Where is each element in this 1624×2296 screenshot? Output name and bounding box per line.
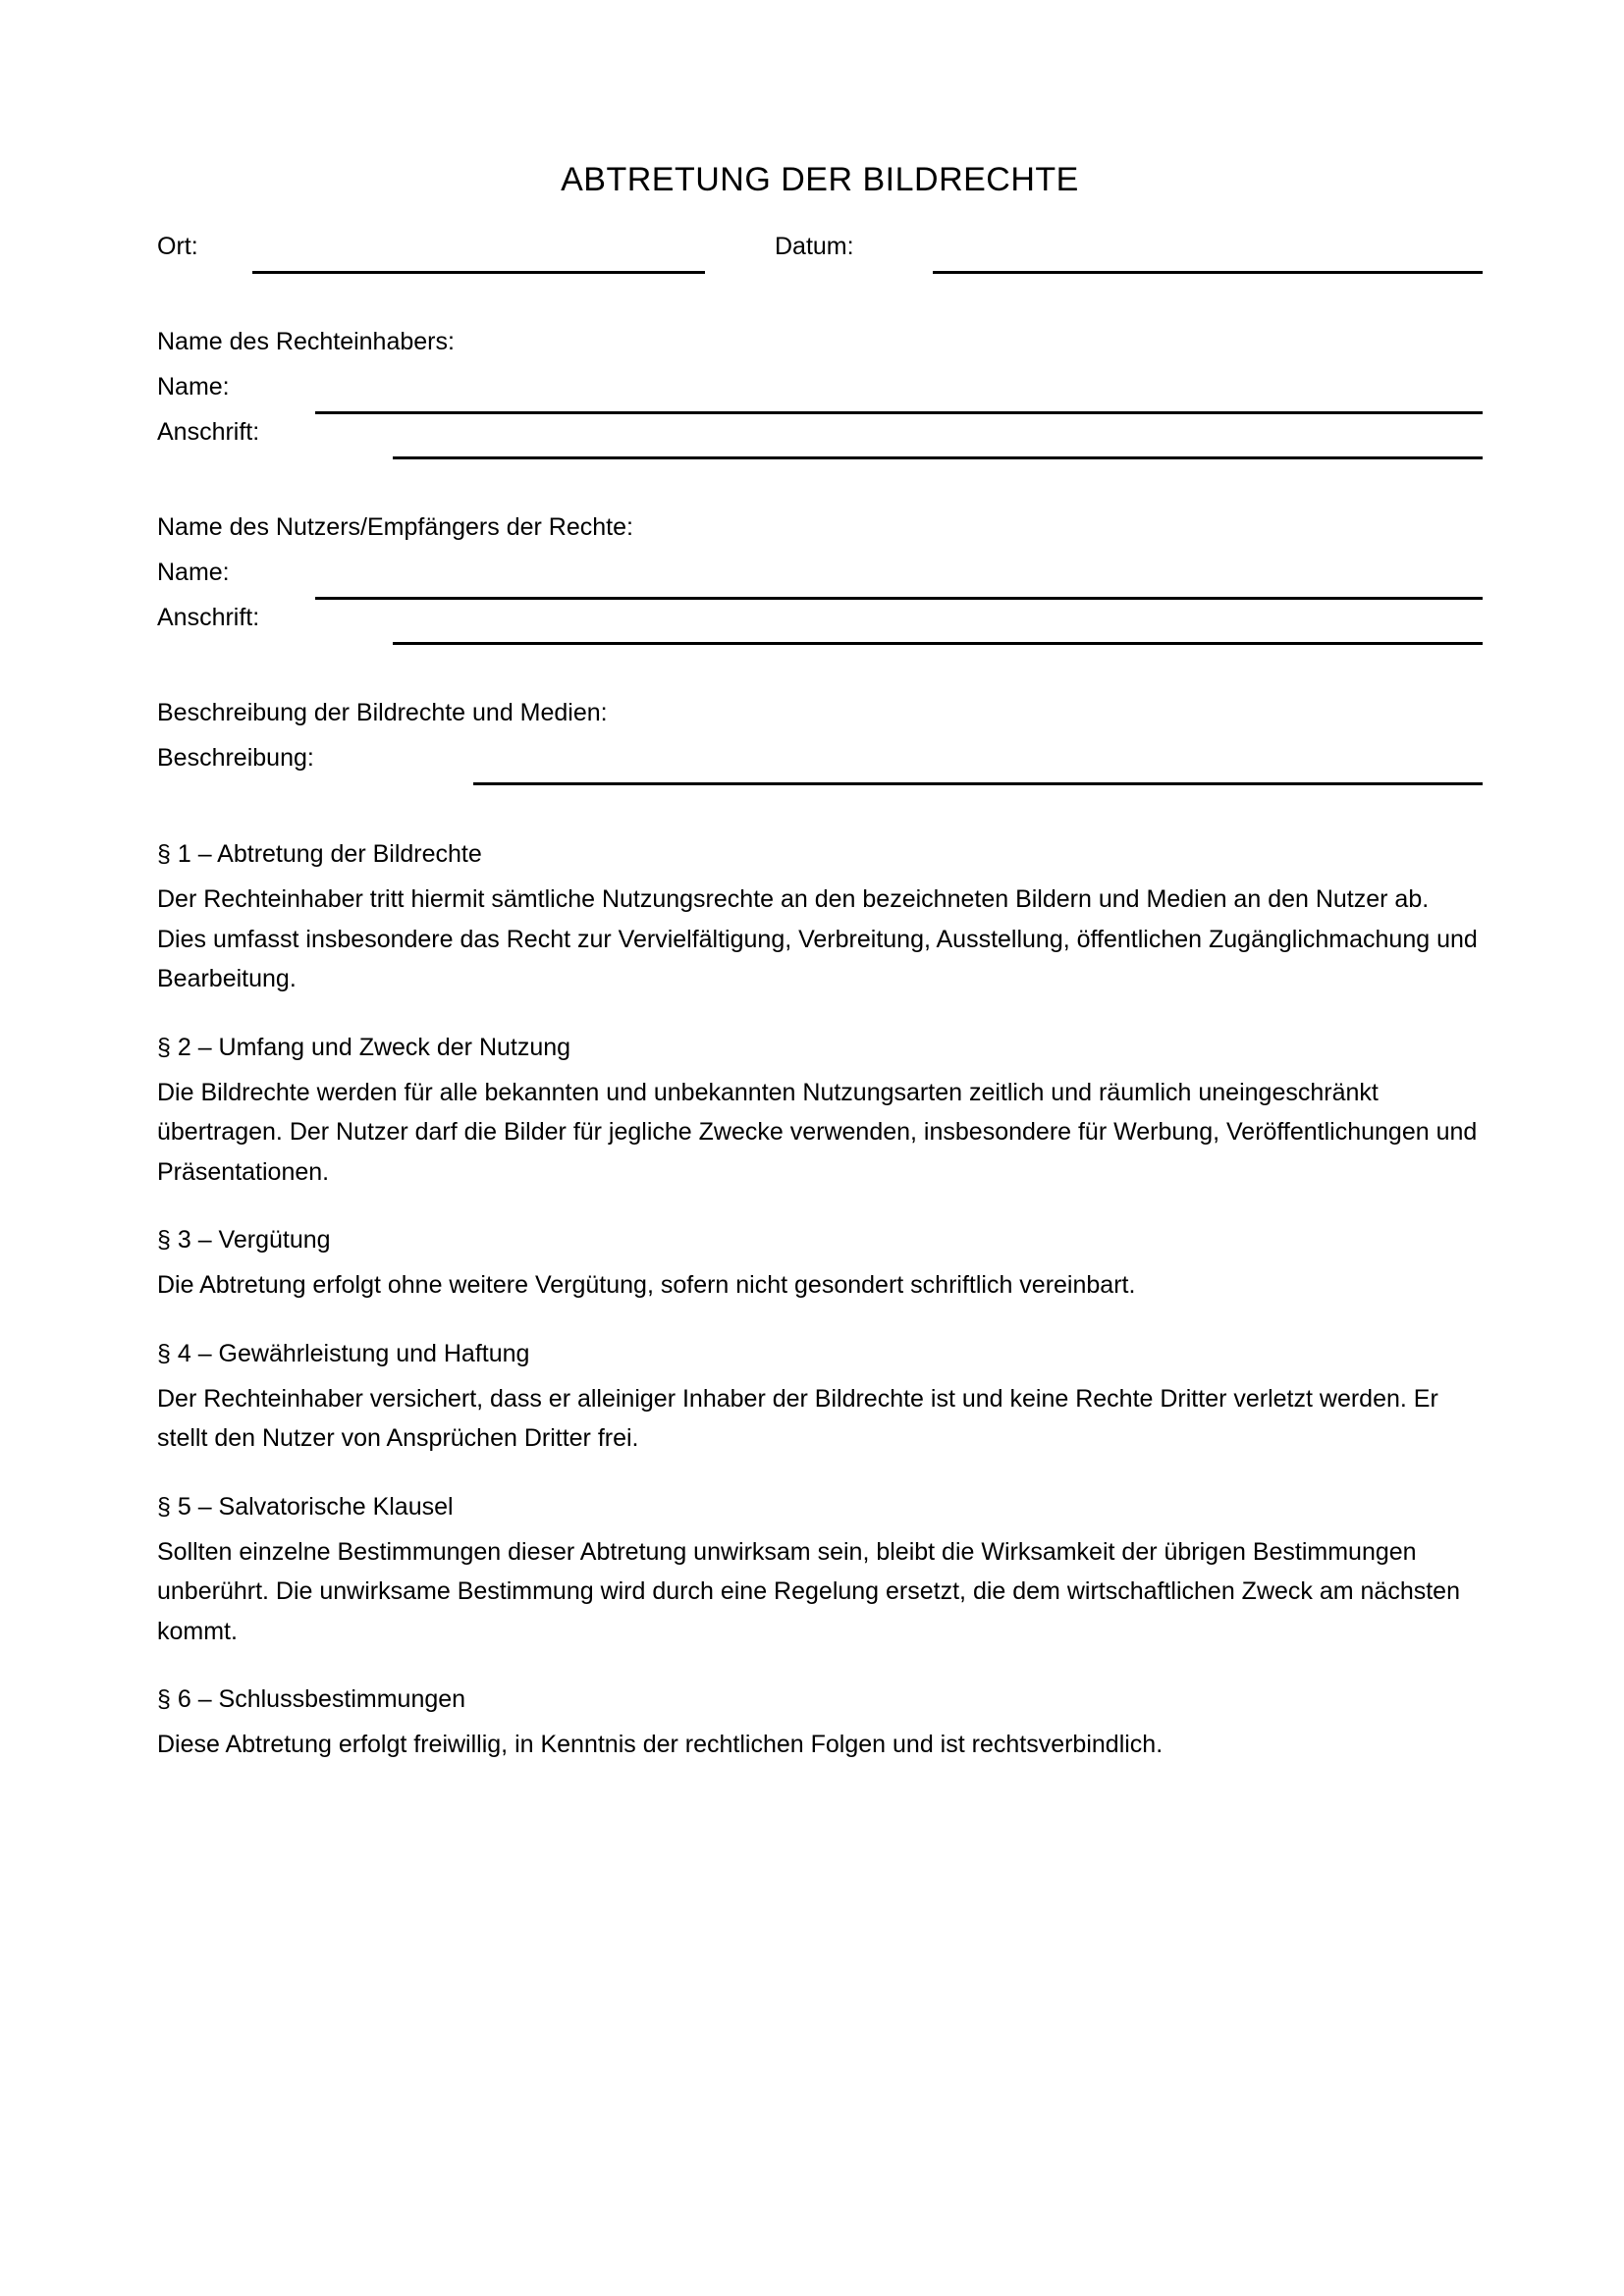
rechteinhaber-name-row (157, 367, 1483, 406)
ort-fill-in-line[interactable] (252, 235, 705, 274)
nutzer-name-fill-in-line[interactable] (315, 561, 1483, 600)
nutzer-group (157, 507, 1483, 637)
ort-label: Ort: (157, 233, 198, 260)
ort-field (157, 227, 705, 266)
section-4 (157, 1334, 1483, 1459)
section-1-heading: § 1 – Abtretung der Bildrechte (157, 840, 482, 868)
nutzer-anschrift-fill-in-line[interactable] (393, 606, 1483, 645)
beschreibung-group-heading: Beschreibung der Bildrechte und Medien: (157, 699, 608, 726)
section-2-heading: § 2 – Umfang und Zweck der Nutzung (157, 1033, 571, 1061)
datum-field (775, 227, 1483, 266)
anschrift-label: Anschrift: (157, 418, 260, 446)
section-5-body: Sollten einzelne Bestimmungen dieser Abtretung unwirksam sein, bleibt die Wirksamkeit der übrigen Bestimmungen unberührt. Die unwirksame Bestimmung wird durch eine Regelung ersetzt, die dem wirtschaftlichen Zweck am nächsten kommt. (157, 1537, 1460, 1645)
anschrift-label: Anschrift: (157, 604, 260, 631)
nutzer-anschrift-row (157, 598, 1483, 637)
nutzer-name-row (157, 553, 1483, 592)
section-4-body: Der Rechteinhaber versichert, dass er alleiniger Inhaber der Bildrechte ist und keine Rechte Dritter verletzt werden. Er stellt den Nutzer von Ansprüchen Dritter frei. (157, 1384, 1438, 1452)
section-3-heading: § 3 – Vergütung (157, 1226, 331, 1254)
beschreibung-group (157, 693, 1483, 777)
beschreibung-row (157, 738, 1483, 777)
datum-fill-in-line[interactable] (933, 235, 1483, 274)
section-6-heading: § 6 – Schlussbestimmungen (157, 1685, 466, 1713)
rechteinhaber-group-heading: Name des Rechteinhabers: (157, 328, 455, 355)
section-1-body: Der Rechteinhaber tritt hiermit sämtliche Nutzungsrechte an den bezeichneten Bildern und Medien an den Nutzer ab. Dies umfasst insbesondere das Recht zur Vervielfältigung, Verbreitung, Ausstellung, öffentlichen Zugänglichmachung und Bearbeitung. (157, 885, 1478, 992)
section-3 (157, 1220, 1483, 1306)
section-1 (157, 834, 1483, 999)
beschreibung-fill-in-line[interactable] (473, 746, 1483, 785)
section-5-heading: § 5 – Salvatorische Klausel (157, 1492, 454, 1521)
section-6-body: Diese Abtretung erfolgt freiwillig, in Kenntnis der rechtlichen Folgen und ist rechtsverbindlich. (157, 1731, 1164, 1758)
name-label: Name: (157, 559, 230, 586)
nutzer-group-heading: Name des Nutzers/Empfängers der Rechte: (157, 513, 633, 541)
section-2-body: Die Bildrechte werden für alle bekannten und unbekannten Nutzungsarten zeitlich und räumlich uneingeschränkt übertragen. Der Nutzer darf die Bilder für jegliche Zwecke verwenden, insbesondere für Werbung, Veröffentlichungen und Präsentationen. (157, 1078, 1478, 1186)
rechteinhaber-name-fill-in-line[interactable] (315, 375, 1483, 414)
ort-datum-row (157, 227, 1483, 266)
section-5 (157, 1487, 1483, 1652)
section-6 (157, 1680, 1483, 1765)
section-3-body: Die Abtretung erfolgt ohne weitere Vergütung, sofern nicht gesondert schriftlich vereinbart. (157, 1271, 1136, 1299)
rechteinhaber-anschrift-fill-in-line[interactable] (393, 420, 1483, 459)
document-title: ABTRETUNG DER BILDRECHTE (561, 161, 1079, 198)
rechteinhaber-group (157, 322, 1483, 452)
beschreibung-label: Beschreibung: (157, 744, 314, 772)
rechteinhaber-anschrift-row (157, 412, 1483, 452)
name-label: Name: (157, 373, 230, 400)
datum-label: Datum: (775, 233, 854, 260)
section-4-heading: § 4 – Gewährleistung und Haftung (157, 1339, 530, 1367)
section-2 (157, 1028, 1483, 1193)
